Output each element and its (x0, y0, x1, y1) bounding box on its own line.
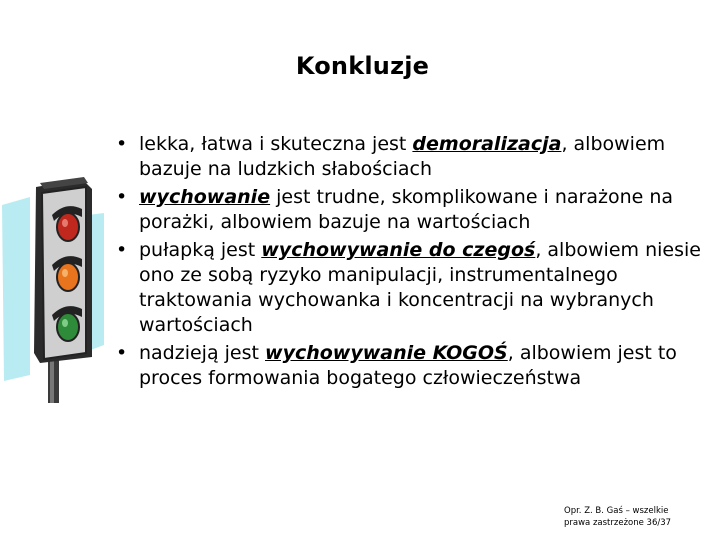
emphasized-term: demoralizacja (412, 133, 562, 155)
list-item: • nadzieją jest wychowywanie KOGOŚ, albowiem jest to proces formowania bogatego człowieczeństwa (116, 342, 677, 389)
bullet-marker: • (116, 342, 128, 364)
traffic-light-icon (0, 175, 106, 405)
list-item: • pułapką jest wychowywanie do czegoś, albowiem niesie ono ze sobą ryzyko manipulacji, instrumentalnego traktowania wychowanka i koncentracji na wybranych wartościach (116, 239, 701, 336)
emphasized-term: wychowanie (139, 186, 271, 208)
list-item: • lekka, łatwa i skuteczna jest demoralizacja, albowiem bazuje na ludzkich słabościach (116, 133, 666, 180)
bullet-marker: • (116, 186, 128, 208)
bullet-marker: • (116, 239, 128, 261)
footer-line-2: prawa zastrzeżone 36/37 (564, 518, 672, 528)
emphasized-term: wychowywanie KOGOŚ (265, 342, 508, 364)
footer-line-1: Opr. Z. B. Gaś – wszelkie (564, 506, 669, 516)
bullet-marker: • (116, 133, 128, 155)
emphasized-term: wychowywanie do czegoś (261, 239, 536, 261)
list-item: • wychowanie jest trudne, skomplikowane i narażone na porażki, albowiem bazuje na wartościach (116, 186, 674, 233)
conclusion-list (112, 132, 702, 394)
slide-title: Konkluzje (295, 52, 430, 80)
footer-copyright (564, 505, 714, 529)
